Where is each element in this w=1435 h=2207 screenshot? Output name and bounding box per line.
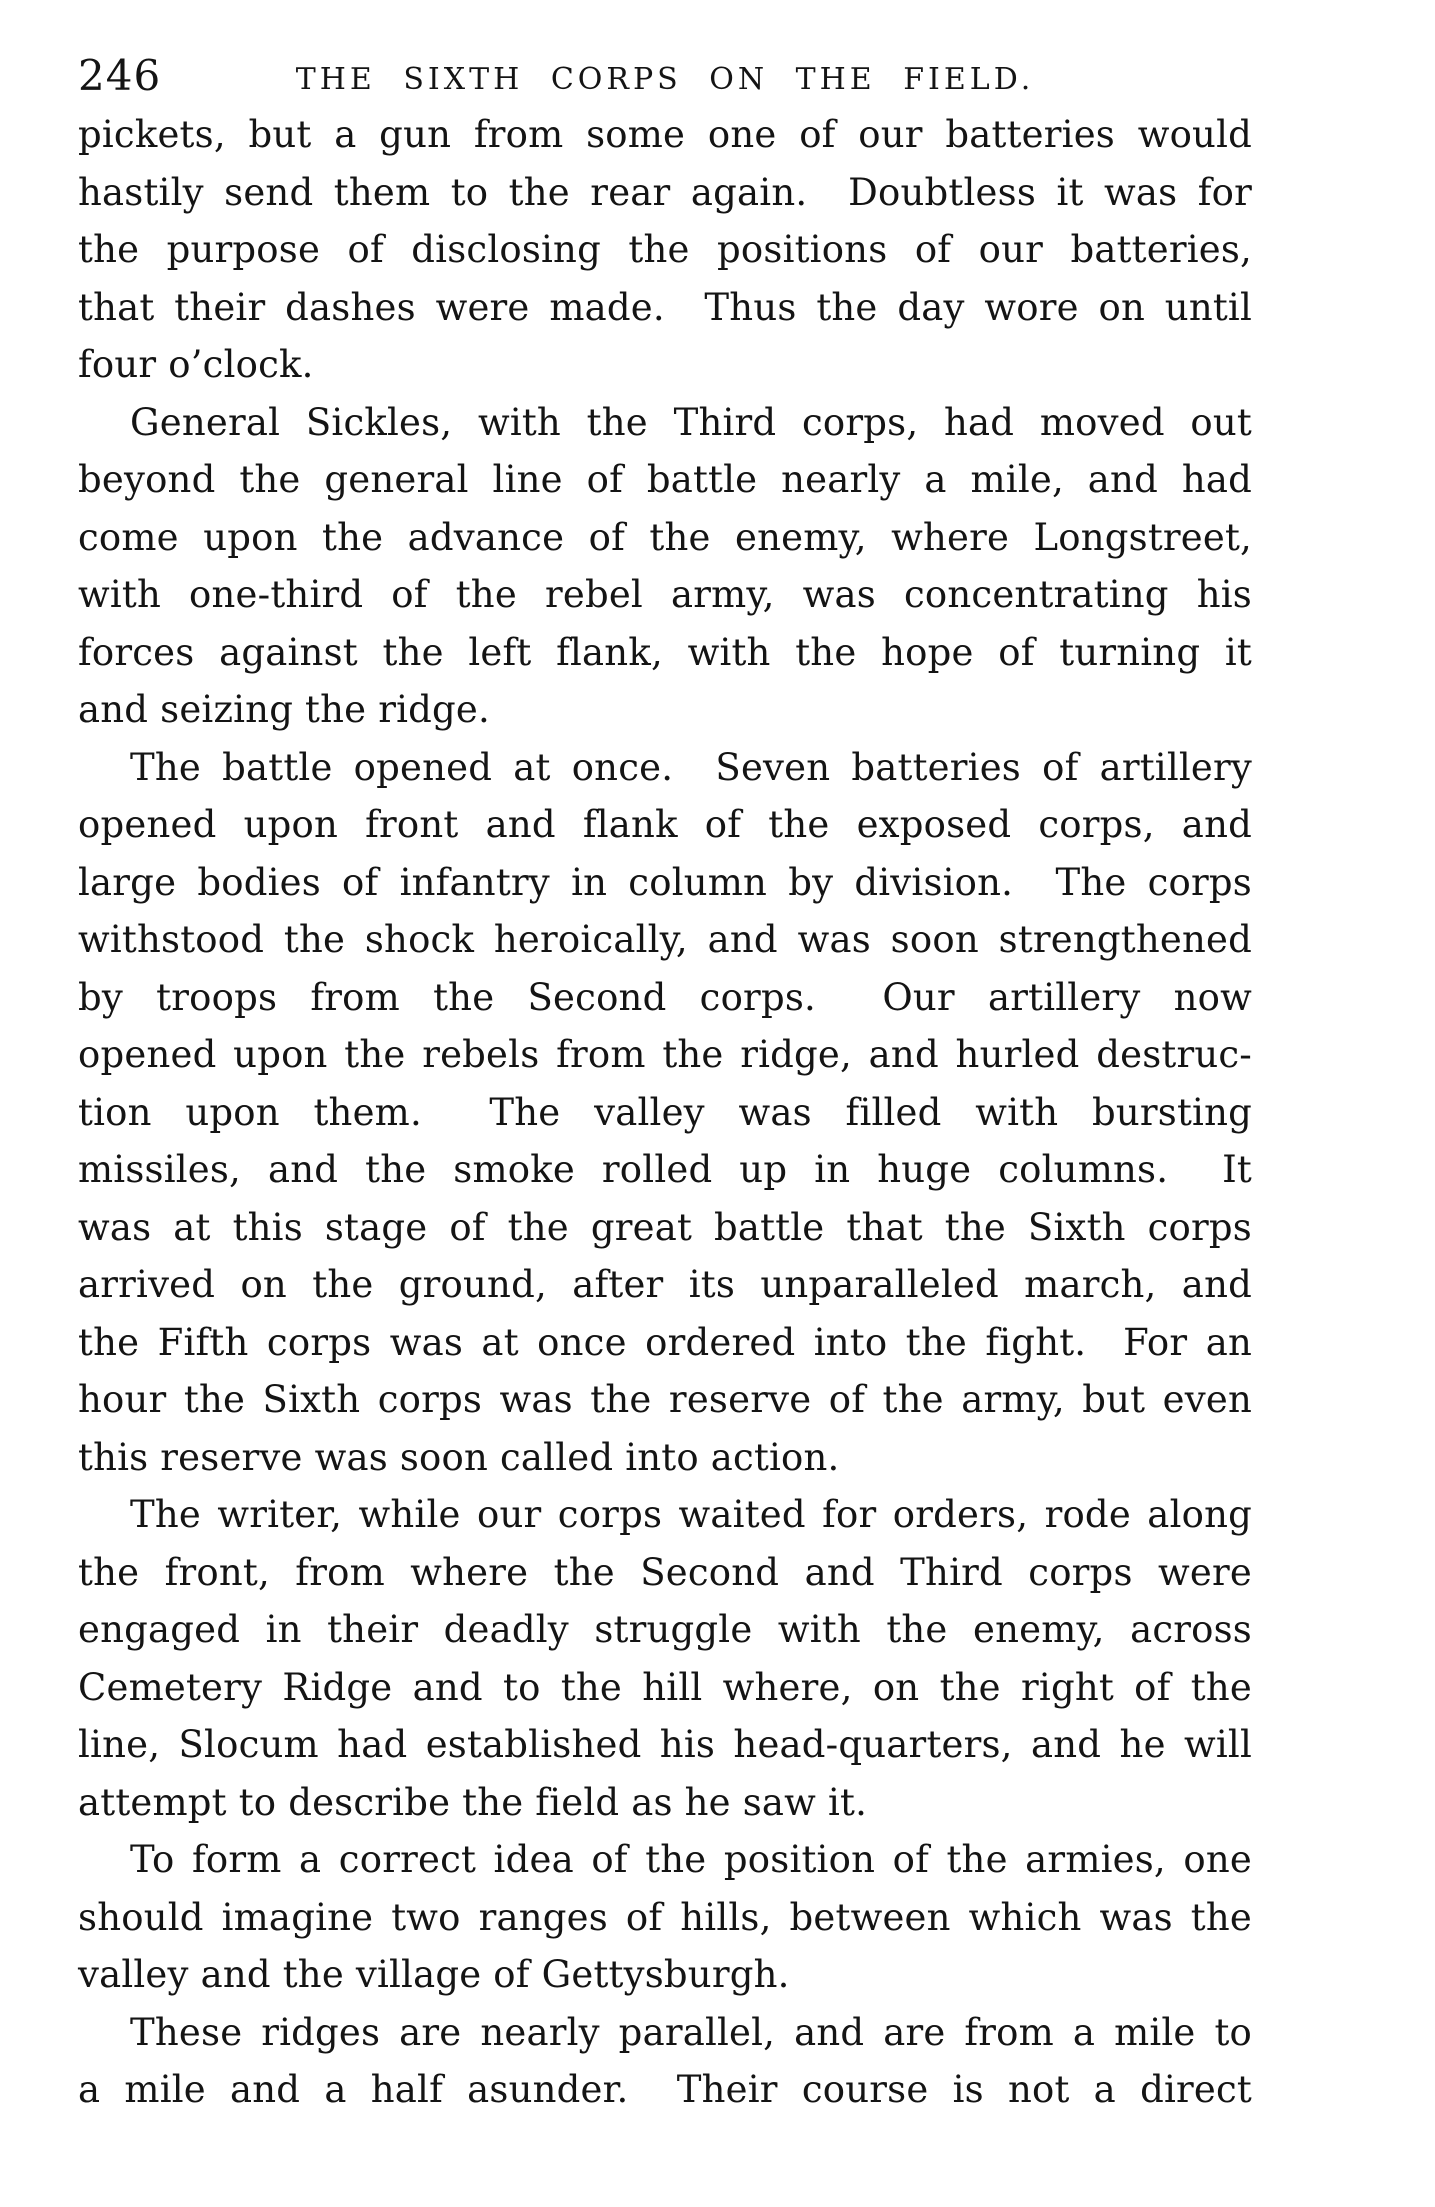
text-line: hastily send them to the rear again. Doubtless it was for <box>78 170 1252 214</box>
text-line: forces against the left flank, with the hope of turning it <box>78 630 1252 674</box>
paragraph <box>78 394 1252 739</box>
text-line: large bodies of infantry in column by division. The corps <box>78 860 1252 904</box>
text-line: four o’clock. <box>78 343 314 386</box>
text-line: Cemetery Ridge and to the hill where, on the right of the <box>78 1665 1252 1709</box>
text-line: To form a correct idea of the position of the armies, one <box>130 1838 1252 1881</box>
text-line: hour the Sixth corps was the reserve of the army, but even <box>78 1378 1252 1421</box>
paragraph <box>78 1486 1252 1831</box>
paragraph <box>78 739 1252 1487</box>
text-line: engaged in their deadly struggle with the enemy, across <box>78 1608 1252 1651</box>
page-header <box>78 51 1252 102</box>
text-line: was at this stage of the great battle that the Sixth corps <box>78 1205 1252 1249</box>
text-line: the front, from where the Second and Third corps were <box>78 1550 1252 1594</box>
text-line: line, Slocum had established his head-quarters, and he will <box>78 1723 1252 1766</box>
text-line: The writer, while our corps waited for orders, rode along <box>130 1493 1252 1536</box>
page-body <box>78 106 1252 2119</box>
paragraph <box>78 106 1252 394</box>
text-line: should imagine two ranges of hills, between which was the <box>78 1895 1252 1939</box>
text-line: the Fifth corps was at once ordered into the fight. For an <box>78 1320 1252 1364</box>
text-line: and seizing the ridge. <box>78 688 490 731</box>
text-line: opened upon front and flank of the exposed corps, and <box>78 803 1252 846</box>
text-line: that their dashes were made. Thus the day wore on until <box>78 285 1252 329</box>
page-number: 246 <box>78 51 162 100</box>
text-line: with one-third of the rebel army, was concentrating his <box>78 573 1252 616</box>
text-line: opened upon the rebels from the ridge, and hurled destruc- <box>78 1033 1252 1076</box>
text-line: attempt to describe the field as he saw it. <box>78 1780 868 1824</box>
text-line: by troops from the Second corps. Our artillery now <box>78 975 1252 1019</box>
text-line: General Sickles, with the Third corps, had moved out <box>130 400 1252 444</box>
paragraph <box>78 2004 1252 2119</box>
text-line: missiles, and the smoke rolled up in huge columns. It <box>78 1148 1252 1191</box>
running-head: THE SIXTH CORPS ON THE FIELD. <box>295 62 1035 97</box>
text-line: this reserve was soon called into action. <box>78 1435 840 1479</box>
text-line: withstood the shock heroically, and was soon strengthened <box>78 918 1252 961</box>
text-line: a mile and a half asunder. Their course is not a direct <box>78 2068 1252 2111</box>
text-line: beyond the general line of battle nearly a mile, and had <box>78 458 1252 501</box>
text-line: These ridges are nearly parallel, and are from a mile to <box>130 2010 1252 2054</box>
text-line: pickets, but a gun from some one of our batteries would <box>78 113 1252 156</box>
text-line: tion upon them. The valley was filled with bursting <box>78 1090 1252 1134</box>
text-line: valley and the village of Gettysburgh. <box>78 1953 790 1996</box>
text-line: arrived on the ground, after its unparalleled march, and <box>78 1263 1252 1306</box>
paragraph <box>78 1831 1252 2004</box>
text-line: the purpose of disclosing the positions of our batteries, <box>78 228 1252 271</box>
text-line: The battle opened at once. Seven batteries of artillery <box>130 745 1252 789</box>
text-line: come upon the advance of the enemy, where Longstreet, <box>78 515 1252 559</box>
